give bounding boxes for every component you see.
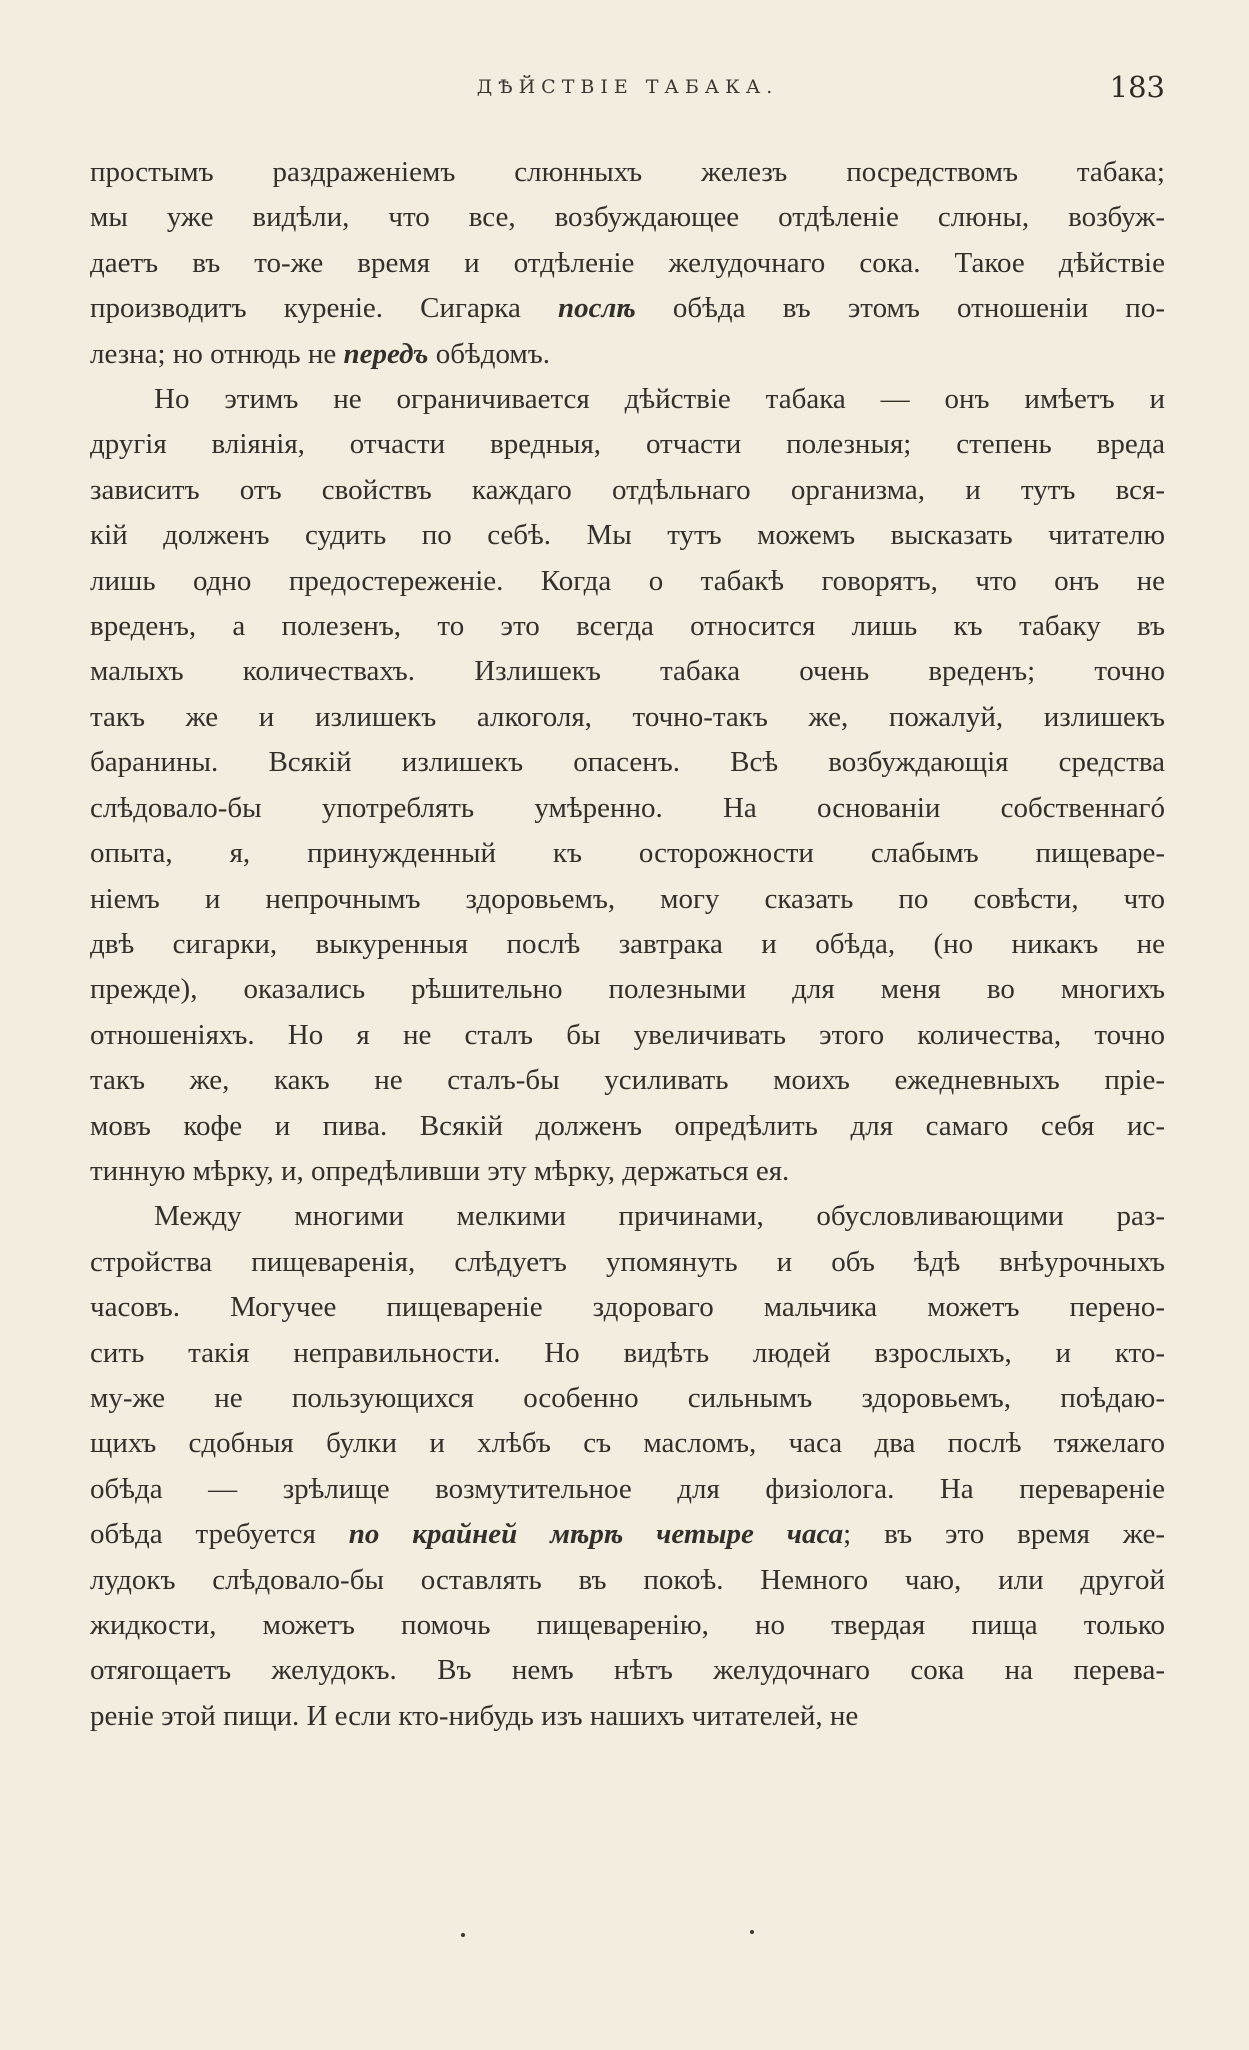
- text-line: [90, 877, 1165, 922]
- text-line: [90, 1058, 1165, 1103]
- text-run: обѣда требуется: [90, 1518, 349, 1551]
- text-line: [90, 1694, 1165, 1739]
- text-line: [90, 513, 1165, 558]
- paragraph: [90, 377, 1165, 1194]
- text-line: [90, 150, 1165, 195]
- text-line: [90, 1421, 1165, 1466]
- text-line: [90, 241, 1165, 286]
- text-line: [90, 695, 1165, 740]
- text-line: [90, 1467, 1165, 1512]
- text-line: [90, 332, 1165, 377]
- text-line: [90, 1013, 1165, 1058]
- text-line: [90, 1648, 1165, 1693]
- text-run: двѣ сигарки, выкуренныя послѣ завтрака и обѣда, (но никакъ не: [90, 927, 1165, 960]
- text-line: [90, 422, 1165, 467]
- text-run: мовъ кофе и пива. Всякій долженъ опредѣлить для самаго себя ис-: [90, 1109, 1165, 1142]
- paragraph: [90, 1194, 1165, 1739]
- print-speck: [750, 1930, 754, 1934]
- text-run: баранины. Всякій излишекъ опасенъ. Всѣ возбуждающія средства: [90, 746, 1165, 779]
- text-run: реніе этой пищи. И если кто-нибудь изъ нашихъ читателей, не: [90, 1699, 859, 1732]
- text-line: [90, 1285, 1165, 1330]
- text-run: кій долженъ судить по себѣ. Мы тутъ можемъ высказать читателю: [90, 519, 1165, 552]
- body-text: [90, 150, 1165, 1739]
- text-line: [90, 1149, 1165, 1194]
- text-line: [90, 195, 1165, 240]
- text-run: стройства пищеваренія, слѣдуетъ упомянуть и объ ѣдѣ внѣурочныхъ: [90, 1245, 1165, 1278]
- text-line: [90, 831, 1165, 876]
- text-run: простымъ раздраженіемъ слюнныхъ железъ посредствомъ табака;: [90, 156, 1165, 188]
- text-line: [90, 1376, 1165, 1421]
- text-run: Между многими мелкими причинами, обусловливающими раз-: [154, 1200, 1165, 1233]
- text-run: такъ же, какъ не сталъ-бы усиливать моихъ ежедневныхъ пріе-: [90, 1064, 1165, 1097]
- text-line: [90, 922, 1165, 967]
- text-run: мы уже видѣли, что все, возбуждающее отдѣленіе слюны, возбуж-: [90, 201, 1165, 234]
- emphasis-text: передъ: [343, 337, 429, 370]
- text-run: обѣда — зрѣлище возмутительное для физіолога. На перевареніе: [90, 1472, 1165, 1505]
- text-line: [90, 468, 1165, 513]
- emphasis-text: послѣ: [558, 292, 636, 325]
- text-line: [90, 1558, 1165, 1603]
- text-run: прежде), оказались рѣшительно полезными для меня во многихъ: [90, 973, 1165, 1006]
- text-run: производитъ куреніе. Сигарка: [90, 292, 558, 325]
- text-line: [90, 786, 1165, 831]
- text-run: слѣдовало-бы употреблять умѣренно. На основаніи собственнагó: [90, 791, 1165, 824]
- text-line: [90, 649, 1165, 694]
- running-title: ДѢЙСТВІЕ ТАБАКА.: [476, 76, 779, 98]
- text-line: [90, 377, 1165, 422]
- text-run: малыхъ количествахъ. Излишекъ табака очень вреденъ; точно: [90, 655, 1165, 688]
- running-head: [90, 70, 1165, 110]
- text-run: сить такія неправильности. Но видѣть людей взрослыхъ, и кто-: [90, 1336, 1165, 1369]
- page-number: 183: [1109, 70, 1165, 104]
- paragraph: [90, 150, 1165, 377]
- text-run: часовъ. Могучее пищевареніе здороваго мальчика можетъ перено-: [90, 1291, 1165, 1324]
- text-line: [90, 1331, 1165, 1376]
- text-run: отягощаетъ желудокъ. Въ немъ нѣтъ желудочнаго сока на перева-: [90, 1654, 1165, 1687]
- text-line: [90, 1603, 1165, 1648]
- text-run: зависитъ отъ свойствъ каждаго отдѣльнаго организма, и тутъ вся-: [90, 473, 1165, 506]
- text-line: [90, 1240, 1165, 1285]
- text-line: [90, 1512, 1165, 1557]
- text-line: [90, 559, 1165, 604]
- text-run: ; въ это время же-: [843, 1518, 1166, 1551]
- text-run: лишь одно предостереженіе. Когда о табакѣ говорятъ, что онъ не: [90, 564, 1165, 597]
- text-run: вреденъ, а полезенъ, то это всегда относится лишь къ табаку въ: [90, 610, 1165, 643]
- text-run: тинную мѣрку, и, опредѣливши эту мѣрку, держаться ея.: [90, 1154, 790, 1187]
- text-run: жидкости, можетъ помочь пищеваренію, но твердая пища только: [90, 1609, 1165, 1641]
- text-line: [90, 286, 1165, 331]
- text-run: ніемъ и непрочнымъ здоровьемъ, могу сказать по совѣсти, что: [90, 882, 1165, 915]
- text-line: [90, 604, 1165, 649]
- text-line: [90, 967, 1165, 1012]
- text-line: [90, 740, 1165, 785]
- text-run: даетъ въ то-же время и отдѣленіе желудочнаго сока. Такое дѣйствіе: [90, 246, 1165, 279]
- text-run: такъ же и излишекъ алкоголя, точно-такъ же, пожалуй, излишекъ: [90, 700, 1165, 733]
- text-run: лезна; но отнюдь не: [90, 337, 344, 370]
- text-run: отношеніяхъ. Но я не сталъ бы увеличивать этого количества, точно: [90, 1018, 1165, 1051]
- text-run: Но этимъ не ограничивается дѣйствіе табака — онъ имѣетъ и: [154, 383, 1165, 416]
- text-line: [90, 1104, 1165, 1149]
- text-line: [90, 1194, 1165, 1239]
- text-run: му-же не пользующихся особенно сильнымъ здоровьемъ, поѣдаю-: [90, 1381, 1165, 1414]
- text-run: лудокъ слѣдовало-бы оставлять въ покоѣ. Немного чаю, или другой: [90, 1563, 1165, 1596]
- emphasis-text: по крайней мѣрѣ четыре часа: [348, 1518, 844, 1551]
- text-run: обѣда въ этомъ отношеніи по-: [635, 292, 1165, 325]
- text-run: щихъ сдобныя булки и хлѣбъ съ масломъ, часа два послѣ тяжелаго: [90, 1427, 1165, 1460]
- text-run: другія вліянія, отчасти вредныя, отчасти полезныя; степень вреда: [90, 428, 1165, 461]
- text-run: опыта, я, принужденный къ осторожности слабымъ пищеваре-: [90, 837, 1165, 870]
- text-run: обѣдомъ.: [428, 337, 550, 370]
- print-speck: [461, 1933, 465, 1937]
